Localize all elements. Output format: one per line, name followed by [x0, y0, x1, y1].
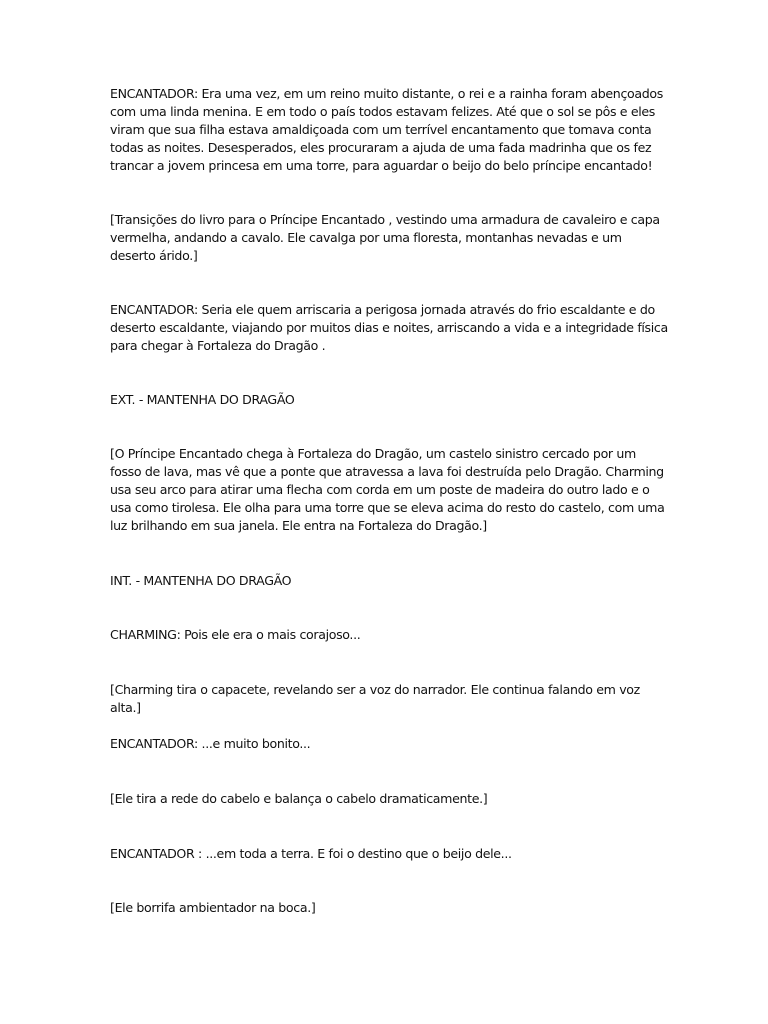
stage-direction-5: [Ele borrifa ambientador na boca.]: [110, 900, 316, 915]
stage-direction-4: [Ele tira a rede do cabelo e balança o cabelo dramaticamente.]: [110, 791, 488, 806]
narration-paragraph-2: ENCANTADOR: Seria ele quem arriscaria a perigosa jornada através do frio escaldante e do deserto escaldante, viajando por muitos dias e noites, arriscando a vida e a integridade física para chegar à Fortaleza do Dragão .: [110, 302, 668, 354]
stage-direction-3: [Charming tira o capacete, revelando ser a voz do narrador. Ele continua falando em voz alta.]: [110, 682, 640, 716]
scene-heading-int: INT. - MANTENHA DO DRAGÃO: [110, 573, 292, 588]
dialogue-encantador-2: ENCANTADOR : ...em toda a terra. E foi o destino que o beijo dele...: [110, 846, 512, 861]
narration-paragraph-1: ENCANTADOR: Era uma vez, em um reino muito distante, o rei e a rainha foram abençoados com uma linda menina. E em todo o país todos estavam felizes. Até que o sol se pôs e eles viram que sua filha estava amaldiçoada com um terrível encantamento que tomava conta todas as noites. Desesperados, eles procuraram a ajuda de uma fada madrinha que os fez trancar a jovem princesa em uma torre, para aguardar o beijo do belo príncipe encantado!: [110, 86, 663, 174]
scene-heading-ext: EXT. - MANTENHA DO DRAGÃO: [110, 392, 295, 407]
stage-direction-2: [O Príncipe Encantado chega à Fortaleza do Dragão, um castelo sinistro cercado por um fosso de lava, mas vê que a ponte que atravessa a lava foi destruída pelo Dragão. Charming usa seu arco para atirar uma flecha com corda em um poste de madeira do outro lado e o usa como tirolesa. Ele olha para uma torre que se eleva acima do resto do castelo, com uma luz brilhando em sua janela. Ele entra na Fortaleza do Dragão.]: [110, 446, 665, 534]
dialogue-encantador-1: ENCANTADOR: ...e muito bonito...: [110, 736, 311, 751]
stage-direction-1: [Transições do livro para o Príncipe Encantado , vestindo uma armadura de cavaleiro e capa vermelha, andando a cavalo. Ele cavalga por uma floresta, montanhas nevadas e um deserto árido.]: [110, 212, 660, 264]
dialogue-charming: CHARMING: Pois ele era o mais corajoso...: [110, 627, 361, 642]
